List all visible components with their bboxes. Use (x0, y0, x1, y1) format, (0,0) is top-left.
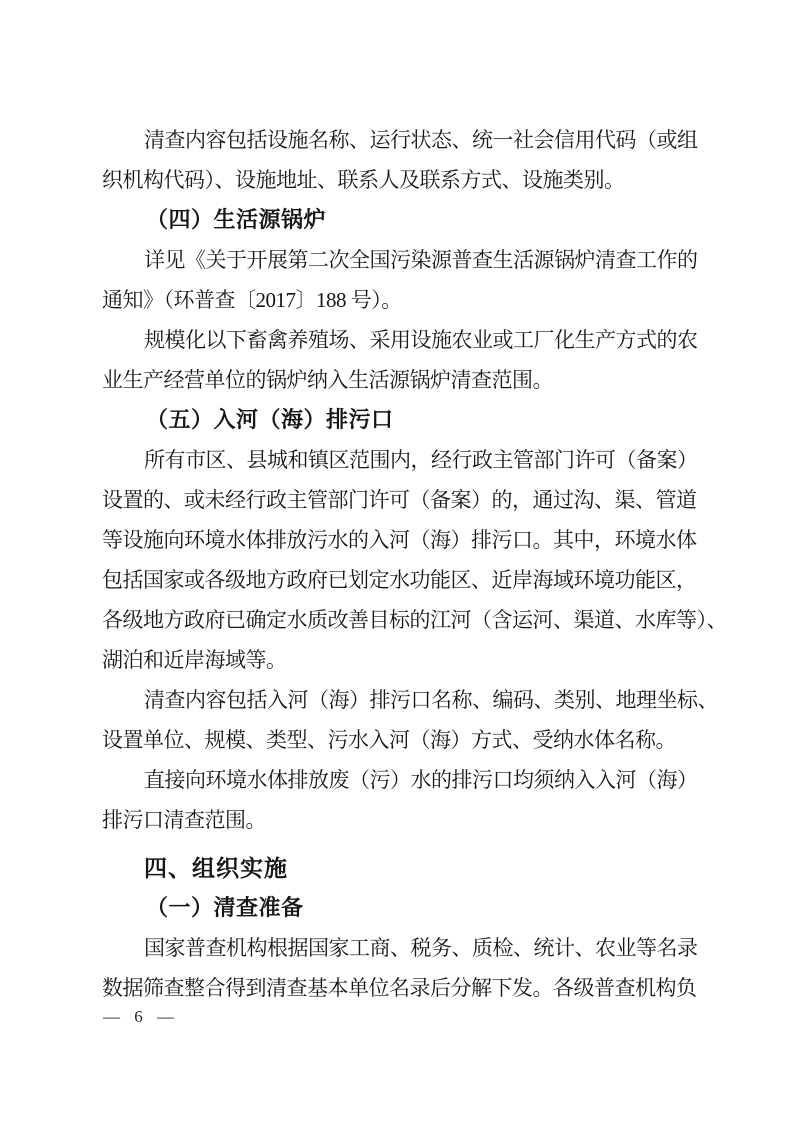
body-line: 国家普查机构根据国家工商、税务、质检、统计、农业等名录 (144, 936, 698, 960)
document-content (102, 120, 727, 1008)
body-line: 排污口清查范围。 (102, 808, 266, 832)
body-line: 数据筛查整合得到清查基本单位名录后分解下发。各级普查机构负 (102, 976, 697, 1000)
body-line: 规模化以下畜禽养殖场、采用设施农业或工厂化生产方式的农 (144, 328, 698, 352)
body-line: 包括国家或各级地方政府已划定水功能区、近岸海域环境功能区， (102, 568, 697, 592)
section-heading: 四、组织实施 (144, 855, 288, 881)
subsection-heading: （四）生活源锅炉 (146, 207, 327, 232)
body-line: 各级地方政府已确定水质改善目标的江河（含运河、渠道、水库等）、 (102, 608, 727, 632)
body-line: 业生产经营单位的锅炉纳入生活源锅炉清查范围。 (102, 368, 553, 392)
subsection-heading: （一）清查准备 (146, 895, 304, 920)
body-line: 等设施向环境水体排放污水的入河（海）排污口。其中，环境水体 (102, 528, 697, 552)
subsection-heading: （五）入河（海）排污口 (146, 407, 394, 432)
body-line: 湖泊和近岸海域等。 (102, 648, 287, 672)
body-line: 所有市区、县城和镇区范围内，经行政主管部门许可（备案） (144, 448, 698, 472)
page-number: — 6 — (103, 1007, 179, 1026)
body-line: 通知》（环普查〔2017〕188 号）。 (102, 288, 402, 312)
body-line: 清查内容包括设施名称、运行状态、统一社会信用代码（或组 (144, 128, 698, 152)
body-line: 直接向环境水体排放废（污）水的排污口均须纳入入河（海） (144, 768, 698, 792)
body-line: 设置单位、规模、类型、污水入河（海）方式、受纳水体名称。 (102, 728, 676, 752)
body-line: 设置的、或未经行政主管部门许可（备案）的，通过沟、渠、管道 (102, 488, 697, 512)
body-line: 详见《关于开展第二次全国污染源普查生活源锅炉清查工作的 (144, 248, 698, 272)
body-line: 清查内容包括入河（海）排污口名称、编码、类别、地理坐标、 (144, 688, 718, 712)
body-line: 织机构代码）、设施地址、联系人及联系方式、设施类别。 (102, 168, 625, 192)
